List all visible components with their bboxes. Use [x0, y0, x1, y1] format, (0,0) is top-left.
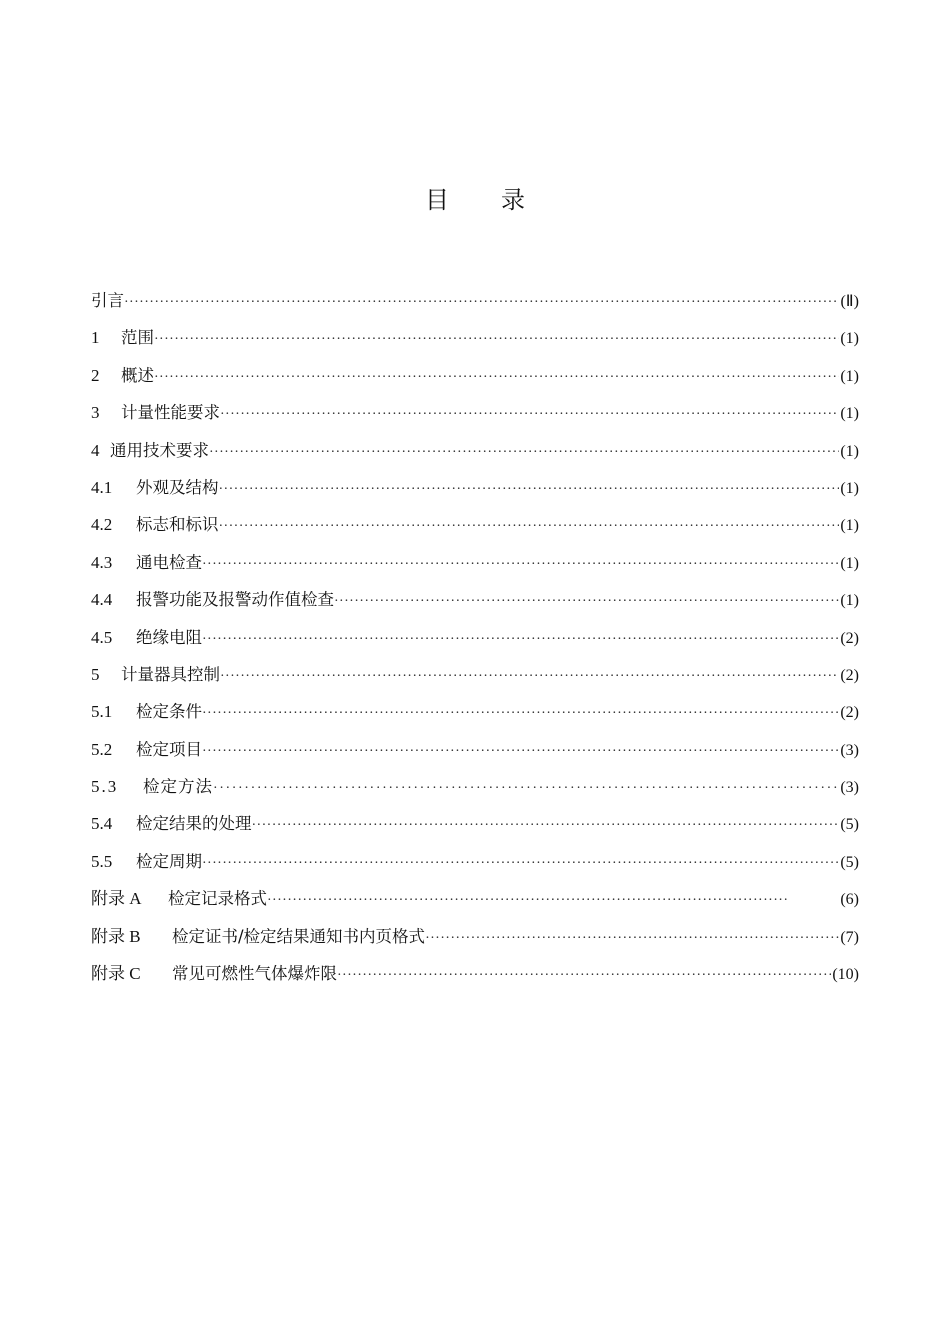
toc-number: 1: [91, 328, 100, 348]
toc-entry-4-1[interactable]: [91, 469, 859, 506]
toc-label: 标志和标识: [136, 515, 219, 535]
toc-entry-2[interactable]: [91, 357, 859, 394]
toc-label: 绝缘电阻: [136, 627, 202, 647]
toc-number: 4.3: [91, 552, 113, 572]
toc-page-number: (1): [840, 442, 859, 460]
toc-number: 5.3: [91, 777, 119, 797]
toc-entry-appendix-a[interactable]: [91, 880, 859, 917]
toc-entry-intro[interactable]: [91, 282, 859, 319]
toc-label: 检定条件: [136, 702, 202, 722]
toc-leader-dots: [334, 583, 839, 620]
toc-label: 检定项目: [136, 739, 202, 759]
toc-label: 报警功能及报警动作值检查: [136, 590, 334, 610]
toc-entry-4-2[interactable]: [91, 506, 859, 543]
toc-label: 引言: [91, 291, 124, 310]
toc-leader-dots: [202, 546, 839, 583]
toc-page-number: (2): [840, 704, 859, 722]
toc-label: 检定结果的处理: [136, 814, 252, 834]
toc-page-number: (7): [840, 928, 859, 946]
toc-entry-5-2[interactable]: [91, 731, 859, 768]
toc-entry-3[interactable]: [91, 394, 859, 431]
table-of-contents: [91, 282, 859, 992]
toc-label: 外观及结构: [136, 477, 219, 497]
toc-entry-5[interactable]: [91, 656, 859, 693]
toc-page-number: (1): [840, 517, 859, 535]
toc-leader-dots: [219, 471, 840, 508]
toc-entry-4[interactable]: [91, 432, 859, 469]
toc-leader-dots: [220, 658, 839, 695]
toc-leader-dots: [154, 359, 839, 396]
toc-page-number: (1): [840, 405, 859, 423]
toc-page-number: (1): [840, 592, 859, 610]
toc-number: 4.1: [91, 477, 113, 497]
toc-entry-5-4[interactable]: [91, 805, 859, 842]
toc-leader-dots: [337, 957, 831, 994]
toc-label: 检定方法: [143, 777, 213, 797]
toc-number: 附录 C: [91, 964, 141, 984]
toc-label: 检定记录格式: [168, 889, 267, 909]
toc-number: 附录 A: [91, 889, 142, 909]
toc-leader-dots: [202, 621, 839, 658]
toc-page-number: (2): [840, 666, 859, 684]
toc-label: 通电检查: [136, 552, 202, 572]
toc-leader-dots: [252, 807, 840, 844]
toc-page-number: (Ⅱ): [840, 293, 859, 310]
toc-number: 3: [91, 403, 100, 423]
toc-leader-dots: [220, 396, 839, 433]
toc-leader-dots: [154, 321, 839, 358]
toc-page-number: (3): [840, 779, 859, 797]
toc-page-number: (5): [840, 816, 859, 834]
toc-leader-dots: [124, 284, 839, 321]
toc-number: 5.4: [91, 814, 113, 834]
toc-page-number: (1): [840, 479, 859, 497]
toc-page-number: (5): [840, 853, 859, 871]
toc-label: 检定证书/检定结果通知书内页格式: [172, 926, 426, 946]
toc-label: 范围: [121, 328, 154, 348]
toc-number: 5.1: [91, 702, 113, 722]
toc-entry-appendix-b[interactable]: [91, 918, 859, 955]
toc-number: 5: [91, 664, 100, 684]
toc-leader-dots: [213, 770, 839, 807]
toc-entry-4-4[interactable]: [91, 581, 859, 618]
toc-page-number: (1): [840, 367, 859, 385]
toc-label: 计量器具控制: [121, 664, 220, 684]
toc-entry-5-3[interactable]: [91, 768, 859, 805]
title-char-left: 目: [425, 186, 449, 214]
toc-number: 5.5: [91, 851, 113, 871]
toc-leader-dots: [202, 733, 839, 770]
toc-page-number: (3): [840, 741, 859, 759]
page-title: [0, 183, 950, 217]
toc-page-number: (1): [840, 330, 859, 348]
toc-entry-1[interactable]: [91, 319, 859, 356]
toc-leader-dots: [267, 882, 787, 919]
toc-entry-4-5[interactable]: [91, 619, 859, 656]
toc-entry-5-1[interactable]: [91, 693, 859, 730]
toc-number: 附录 B: [91, 926, 141, 946]
toc-number: 4.4: [91, 590, 113, 610]
toc-entry-appendix-c[interactable]: [91, 955, 859, 992]
toc-label: 常见可燃性气体爆炸限: [172, 964, 337, 984]
toc-leader-dots: [202, 695, 839, 732]
toc-leader-dots: [219, 508, 840, 545]
toc-page-number: (2): [840, 629, 859, 647]
toc-number: 4: [91, 440, 100, 460]
toc-label: 概述: [121, 365, 154, 385]
toc-number: 2: [91, 365, 100, 385]
toc-label: 通用技术要求: [110, 440, 209, 460]
toc-number: 5.2: [91, 739, 113, 759]
toc-number: 4.5: [91, 627, 113, 647]
toc-number: 4.2: [91, 515, 113, 535]
toc-page-number: (1): [840, 554, 859, 572]
toc-entry-4-3[interactable]: [91, 544, 859, 581]
toc-label: 检定周期: [136, 851, 202, 871]
toc-page-number: (6): [840, 891, 859, 909]
toc-leader-dots: [209, 434, 839, 471]
toc-leader-dots: [202, 845, 839, 882]
toc-label: 计量性能要求: [121, 403, 220, 423]
title-char-right: 录: [501, 186, 525, 214]
toc-page-number: (10): [832, 966, 859, 984]
toc-entry-5-5[interactable]: [91, 843, 859, 880]
toc-leader-dots: [425, 920, 839, 957]
